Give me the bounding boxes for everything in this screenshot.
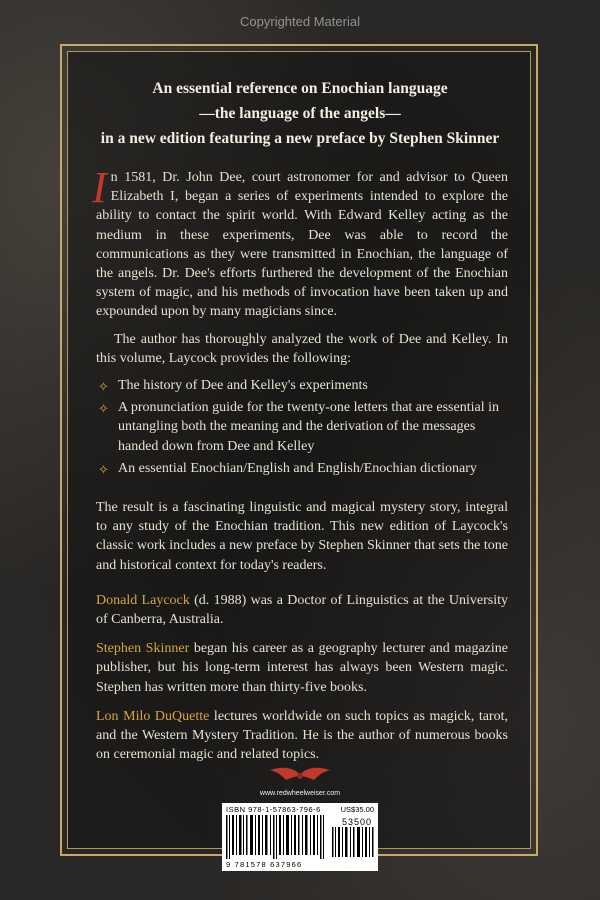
feature-text: An essential Enochian/English and English/Enochian dictionary bbox=[118, 460, 477, 476]
description bbox=[92, 163, 509, 774]
list-item bbox=[96, 459, 508, 478]
price-label: US$35.00 bbox=[340, 805, 374, 814]
price-code: 53500 bbox=[341, 817, 372, 827]
bio-text: lectures worldwide on such topics as magick, tarot, and the Western Mystery Tradition. He is the author of numerous books on ceremonial magic and related topics. bbox=[96, 708, 508, 763]
list-item bbox=[96, 376, 508, 395]
barcode-digits: 9 781578 637966 bbox=[226, 860, 303, 869]
tagline-line-3: in a new edition featuring a new preface by Stephen Skinner bbox=[100, 130, 500, 147]
summary-paragraph: The result is a fascinating linguistic and magical mystery story, integral to any study of the Enochian tradition. This new edition of Laycock's classic work includes a new preface by Stephen Skinner that sets the tone and historical context for today's readers. bbox=[96, 500, 508, 573]
bio-text: (d. 1988) was a Doctor of Linguistics at the University of Canberra, Australia. bbox=[96, 592, 508, 628]
feature-text: A pronunciation guide for the twenty-one letters that are essential in untangling both the meaning and the derivation of the messages handed down from Dee and Kelley bbox=[118, 400, 499, 454]
contents-intro-paragraph: The author has thoroughly analyzed the work of Dee and Kelley. In this volume, Laycock provides the following: bbox=[96, 331, 508, 366]
diamond-bullet-icon: ✧ bbox=[98, 379, 109, 395]
price-barcode-icon bbox=[332, 827, 374, 857]
bio-skinner bbox=[96, 639, 508, 697]
diamond-bullet-icon: ✧ bbox=[98, 461, 109, 477]
barcode-bars-icon bbox=[226, 815, 326, 859]
intro-paragraph bbox=[92, 163, 508, 322]
publisher-website: www.redwheelweiser.com bbox=[259, 790, 341, 797]
author-name: Stephen Skinner bbox=[96, 641, 190, 657]
bio-laycock bbox=[96, 591, 508, 629]
publisher-logo-icon bbox=[264, 764, 336, 786]
feature-list bbox=[96, 376, 508, 478]
isbn-label: ISBN 978-1-57863-796-6 bbox=[226, 805, 321, 814]
tagline bbox=[76, 76, 524, 151]
tagline-line-1: An essential reference on Enochian language bbox=[152, 80, 448, 97]
copyright-watermark: Copyrighted Material bbox=[240, 14, 360, 29]
bio-text: began his career as a geography lecturer and magazine publisher, but his long-term interest has always been Western magic. Stephen has written more than thirty-five books. bbox=[96, 641, 509, 695]
bio-duquette bbox=[96, 707, 508, 765]
barcode bbox=[222, 803, 378, 871]
drop-cap: I bbox=[92, 163, 107, 212]
author-name: Donald Laycock bbox=[96, 592, 190, 608]
diamond-bullet-icon: ✧ bbox=[98, 401, 109, 417]
tagline-line-2: —the language of the angels— bbox=[199, 105, 401, 122]
intro-text: n 1581, Dr. John Dee, court astronomer for and advisor to Queen Elizabeth I, began a series of experiments intended to explore the ability to contact the spirit world. With Edward Kelley acting as the medium in these experiments, Dee was able to record the communications as they were transmitted in Enochian, the language of the angels. Dr. Dee's efforts furthered the development of the Enochian system of magic, and his methods of invocation have been taken up and expounded upon by many magicians since. bbox=[96, 170, 508, 320]
feature-text: The history of Dee and Kelley's experiments bbox=[118, 378, 368, 394]
author-name: Lon Milo DuQuette bbox=[96, 708, 210, 724]
list-item bbox=[96, 398, 508, 456]
